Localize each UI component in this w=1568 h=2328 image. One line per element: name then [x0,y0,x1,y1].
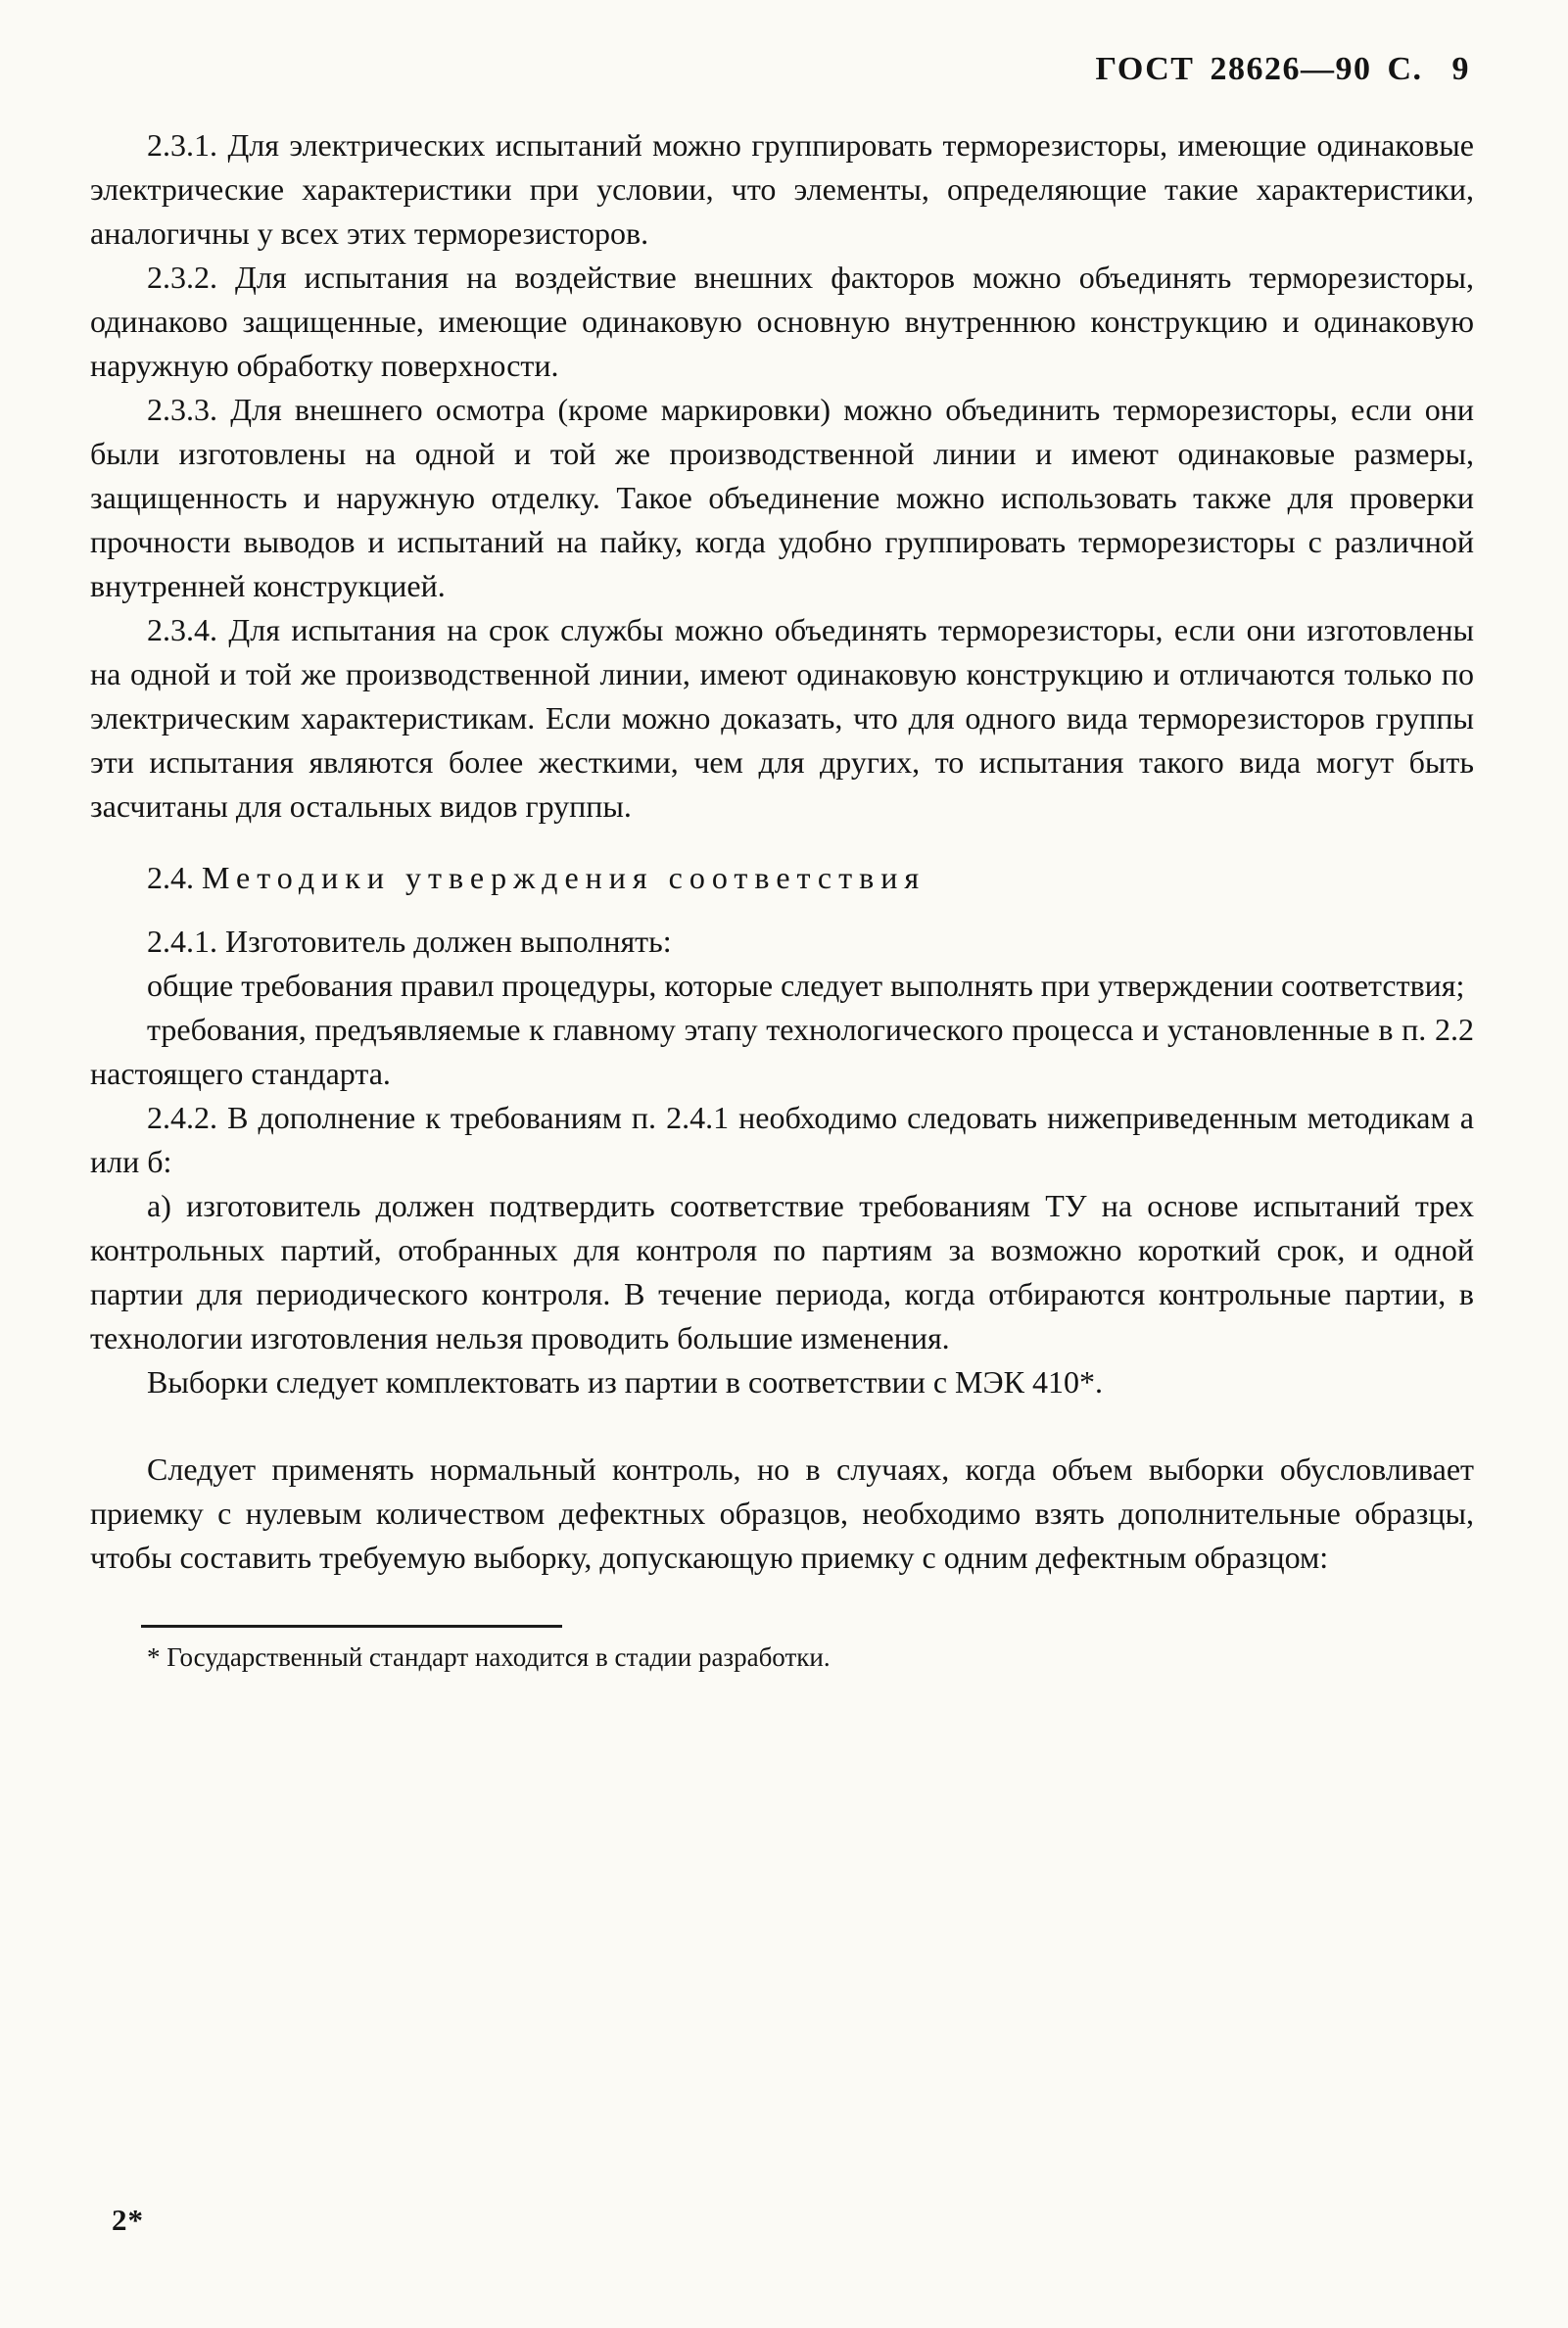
paragraph: 2.4.2. В дополнение к требованиям п. 2.4.1 необходимо следовать нижеприведенным методикам а или б: [90,1100,1474,1179]
paragraph: 2.3.3. Для внешнего осмотра (кроме маркировки) можно объединить терморезисторы, если они были изготовлены на одной и той же производственной линии и имеют одинаковые размеры, защищенность и наружную отделку. Такое объединение можно использовать также для проверки прочности выводов и испытаний на пайку, когда удобно группировать терморезисторы с различной внутренней конструкцией. [90,392,1474,603]
paragraph: Выборки следует комплектовать из партии в соответствии с МЭК 410*. [147,1364,1103,1400]
page-number: 9 [1451,51,1470,87]
section-heading [90,856,1474,900]
page-prefix: С. [1387,51,1423,87]
page-header [90,51,1474,88]
paragraph: Следует применять нормальный контроль, но в случаях, когда объем выборки обусловливает приемку с нулевым количеством дефектных образцов, необходимо взять дополнительные образцы, чтобы составить требуемую выборку, допускающую приемку с одним дефектным образцом: [90,1451,1474,1575]
paragraph: общие требования правил процедуры, которые следует выполнять при утверждении соответствия; [147,968,1465,1003]
paragraph: 2.4.1. Изготовитель должен выполнять: [147,924,672,959]
paragraph: а) изготовитель должен подтвердить соответствие требованиям ТУ на основе испытаний трех контрольных партий, отобранных для контроля по партиям за возможно короткий срок, и одной партии для периодического контроля. В течение периода, когда отбираются контрольные партии, в технологии изготовления нельзя проводить большие изменения. [90,1188,1474,1355]
standard-name: ГОСТ [1095,51,1195,87]
footnote-block [90,1625,1474,1675]
footnote-divider [141,1625,562,1628]
document-body [90,123,1474,1580]
paragraph: 2.3.2. Для испытания на воздействие внешних факторов можно объединять терморезисторы, одинаково защищенные, имеющие одинаковую основную внутреннюю конструкцию и одинаковую наружную обработку поверхности. [90,260,1474,383]
heading-text: Методики утверждения соответствия [202,860,927,895]
paragraph: требования, предъявляемые к главному этапу технологического процесса и установленные в п. 2.2 настоящего стандарта. [90,1012,1474,1091]
standard-number: 28626—90 [1210,51,1372,87]
page-footer-mark: 2* [112,2203,144,2237]
footnote-text: * Государственный стандарт находится в стадии разработки. [147,1642,831,1672]
paragraph: 2.3.1. Для электрических испытаний можно группировать терморезисторы, имеющие одинаковые электрические характеристики при условии, что элементы, определяющие такие характеристики, аналогичны у всех этих терморезисторов. [90,127,1474,251]
paragraph: 2.3.4. Для испытания на срок службы можно объединять терморезисторы, если они изготовлены на одной и той же производственной линии, имеют одинаковую конструкцию и отличаются только по электрическим характеристикам. Если можно доказать, что для одного вида терморезисторов группы эти испытания являются более жесткими, чем для других, то испытания такого вида могут быть засчитаны для остальных видов группы. [90,612,1474,824]
heading-number: 2.4. [147,860,202,895]
